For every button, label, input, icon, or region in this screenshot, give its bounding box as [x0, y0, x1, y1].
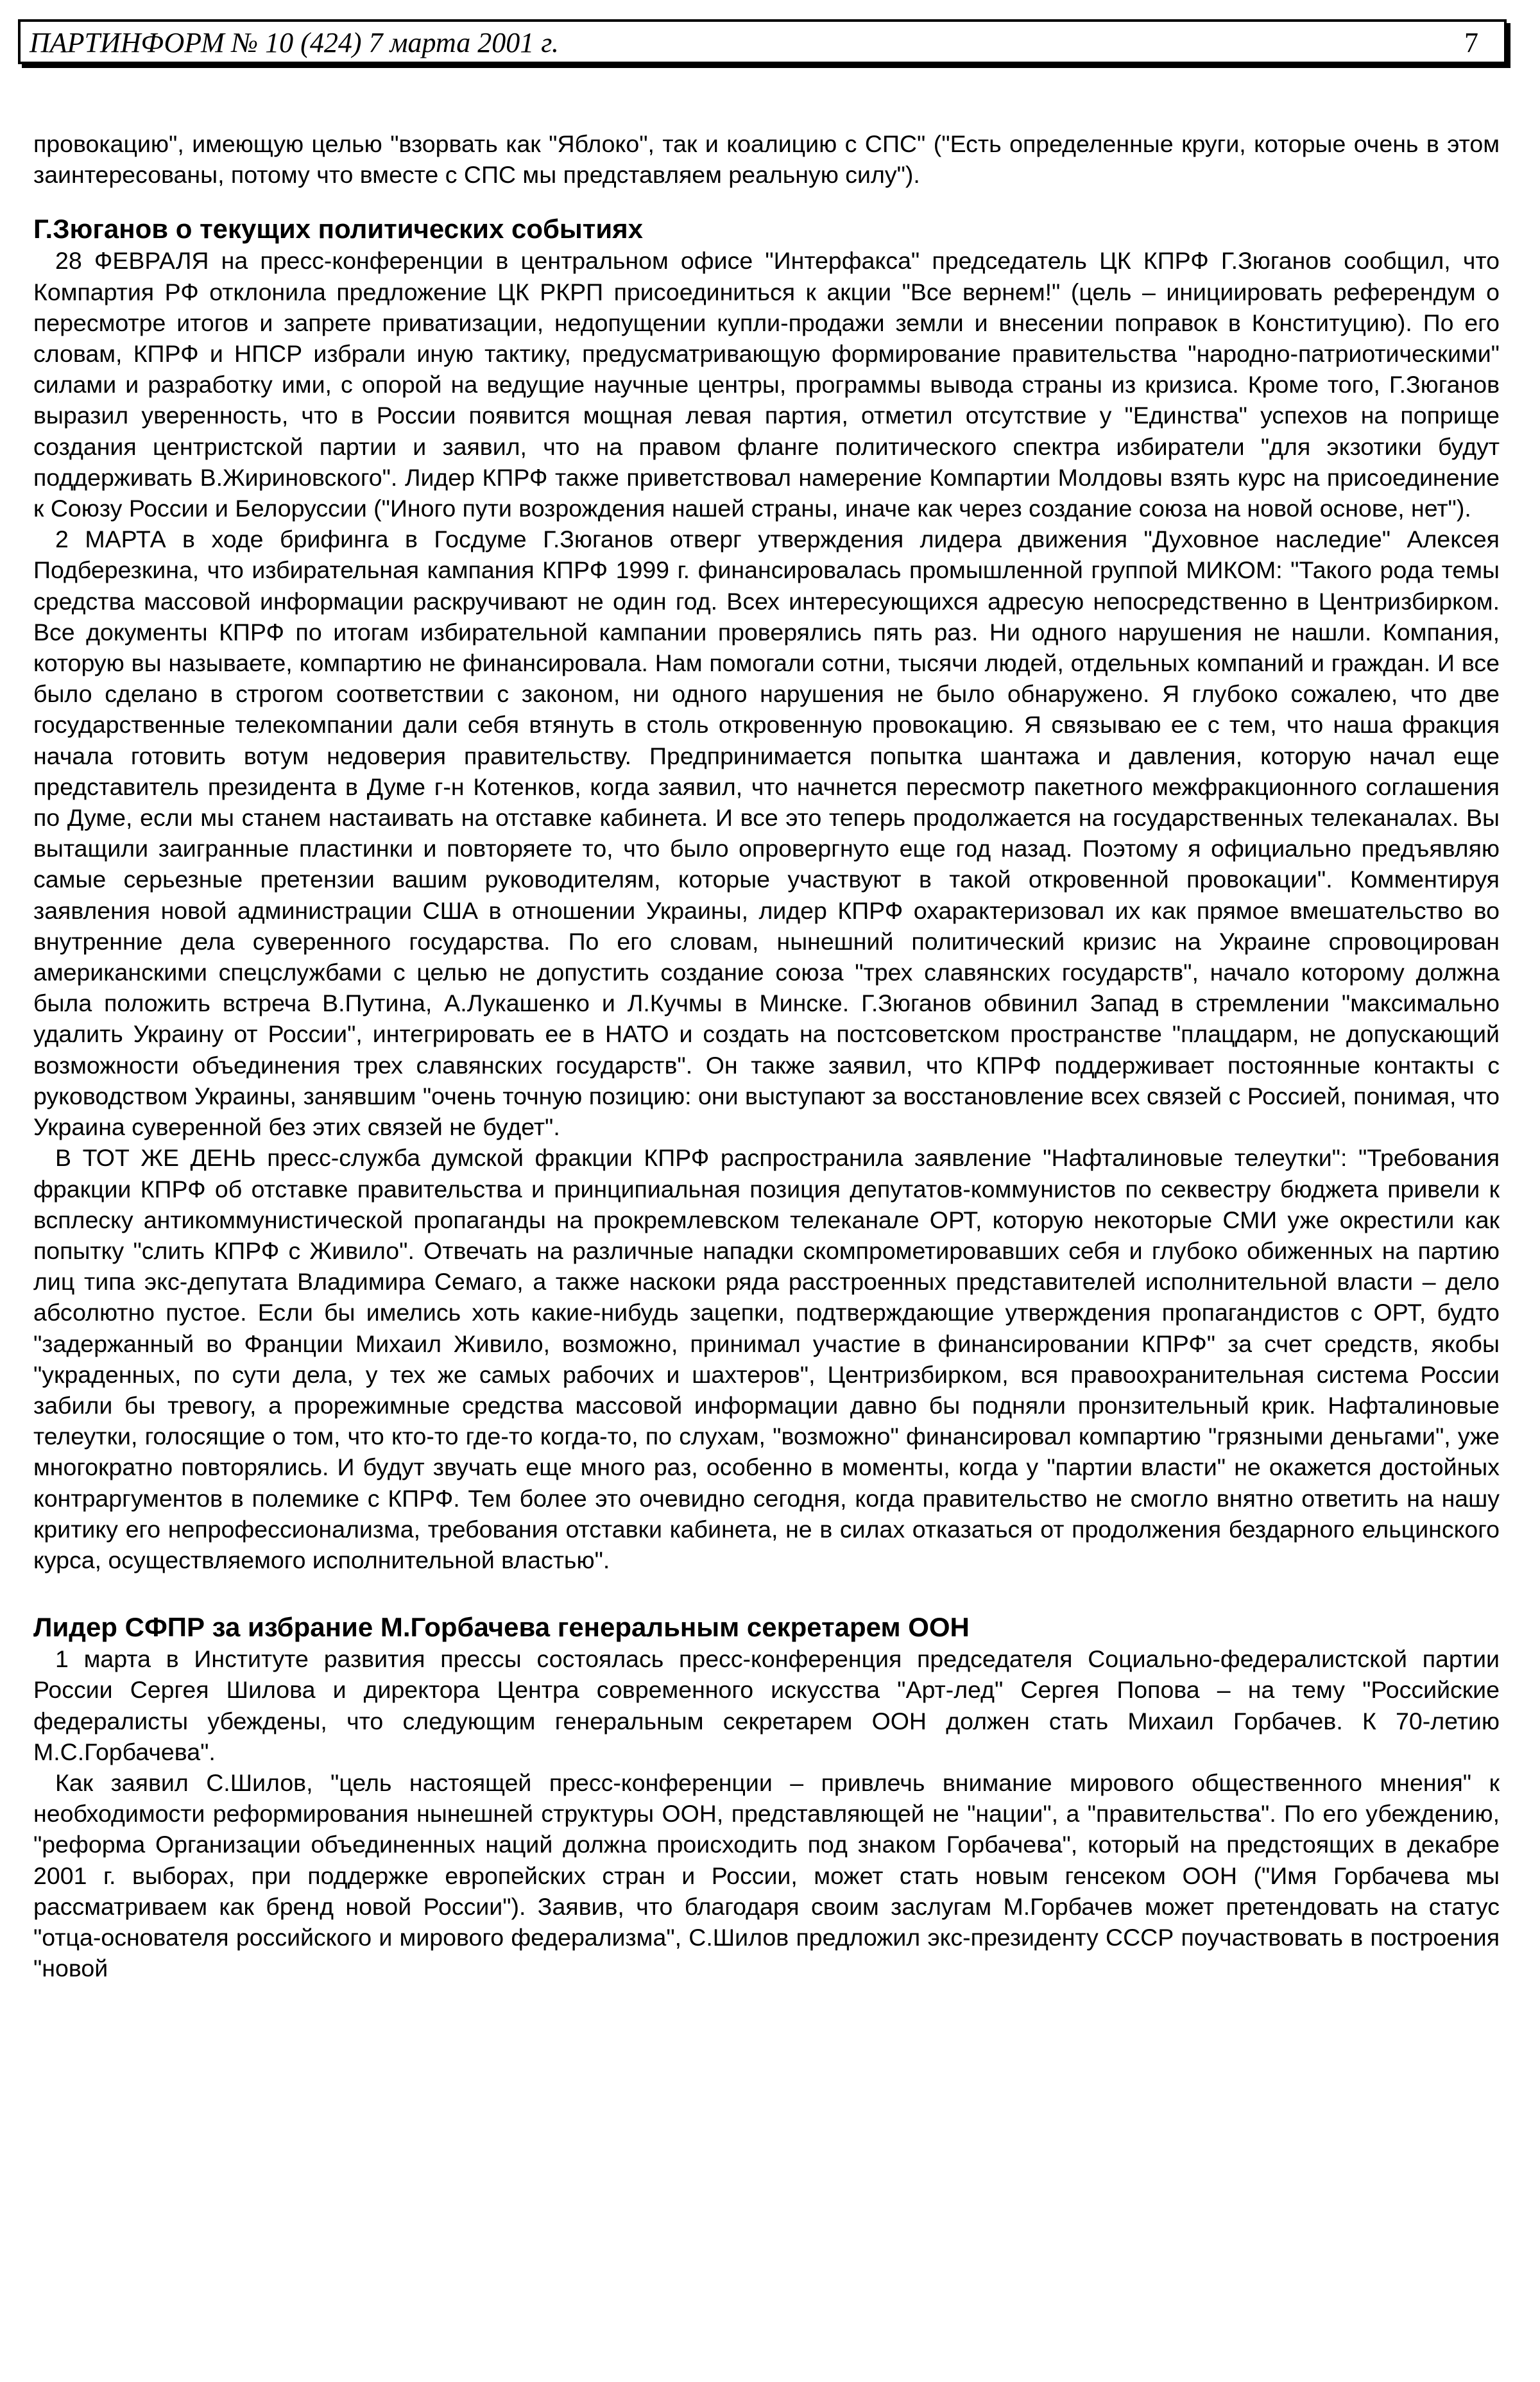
section-heading-zyuganov: Г.Зюганов о текущих политических событиях — [33, 214, 644, 244]
paragraph: 2 МАРТА в ходе брифинга в Госдуме Г.Зюганов отверг утверждения лидера движения "Духовное наследие" Алексея Подберезкина, что избирательная кампания КПРФ 1999 г. финансировалась промышленной группой МИКОМ: "Такого рода темы средства массовой информации раскручивают не один год. Всех интересующихся адресую непосредственно в Центризбирком. Все документы КПРФ по итогам избирательной кампании проверялись пять раз. Ни одного нарушения не нашли. Компания, которую вы называете, компартию не финансировала. Нам помогали сотни, тысячи людей, отдельных компаний и граждан. И все было сделано в строгом соответствии с законом, ни одного нарушения не было обнаружено. Я глубоко сожалею, что две государственные телекомпании дали себя втянуть в столь откровенную провокацию. Я связываю ее с тем, что наша фракция начала готовить вотум недоверия правительству. Предпринимается попытка шантажа и давления, которую начал еще представитель президента в Думе г-н Котенков, когда заявил, что начнется пересмотр пакетного межфракционного соглашения по Думе, если мы станем настаивать на отставке кабинета. И все это теперь продолжается на государственных телеканалах. Вы вытащили заигранные пластинки и повторяете то, что было опровергнуто еще год назад. Поэтому я официально предъявляю самые серьезные претензии вашим руководителям, которые участвуют в такой откровенной провокации". Комментируя заявления новой администрации США в отношении Украины, лидер КПРФ охарактеризовал их как прямое вмешательство во внутренние дела суверенного государства. По его словам, нынешний политический кризис на Украине спровоцирован американскими спецслужбами с целью не допустить создание союза "трех славянских государств", начало которому должна была положить встреча В.Путина, А.Лукашенко и Л.Кучмы в Минске. Г.Зюганов обвинил Запад в стремлении "максимально удалить Украину от России", интегрировать ее в НАТО и создать на постсоветском пространстве "плацдарм, не допускающий возможности объединения трех славянских государств". Он также заявил, что КПРФ поддерживает постоянные контакты с руководством Украины, занявшим "очень точную позицию: они выступают за восстановление всех связей с Россией, понимая, что Украина суверенной без этих связей не будет". — [33, 526, 1500, 1141]
paragraph: 28 ФЕВРАЛЯ на пресс-конференции в центральном офисе "Интерфакса" председатель ЦК КПРФ Г.Зюганов сообщил, что Компартия РФ отклонила предложение ЦК РКРП присоединиться к акции "Все вернем!" (цель – инициировать референдум о пересмотре итогов и запрете приватизации, недопущении купли-продажи земли и внесении поправок в Конституцию). По его словам, КПРФ и НПСР избрали иную тактику, предусматривающую формирование правительства "народно-патриотическими" силами и разработку ими, с опорой на ведущие научные центры, программы вывода страны из кризиса. Кроме того, Г.Зюганов выразил уверенность, что в России появится мощная левая партия, отметил отсутствие у "Единства" успехов на поприще создания центристской партии и заявил, что на правом фланге политического спектра избиратели "для экзотики будут поддерживать В.Жириновского". Лидер КПРФ также приветствовал намерение Компартии Молдовы взять курс на присоединение к Союзу России и Белоруссии ("Иного пути возрождения нашей страны, иначе как через создание союза на новой основе, нет"). — [33, 247, 1500, 522]
publication-title: ПАРТИНФОРМ № 10 (424) 7 марта 2001 г. — [30, 27, 559, 58]
page-header — [18, 19, 1507, 64]
paragraph: 1 марта в Институте развития прессы состоялась пресс-конференция председателя Социально-федералистской партии России Сергея Шилова и директора Центра современного искусства "Арт-лед" Сергея Попова – на тему "Российские федералисты убеждены, что следующим генеральным секретарем ООН должен стать Михаил Горбачев. К 70-летию М.С.Горбачева". — [33, 1645, 1500, 1765]
section-heading-sfpr: Лидер СФПР за избрание М.Горбачева генеральным секретарем ООН — [33, 1612, 970, 1643]
paragraph: В ТОТ ЖЕ ДЕНЬ пресс-служба думской фракции КПРФ распространила заявление "Нафталиновые телеутки": "Требования фракции КПРФ об отставке правительства и принципиальная позиция депутатов-коммунистов по секвестру бюджета привели к всплеску антикоммунистической пропаганды на прокремлевском телеканале ОРТ, которую некоторые СМИ уже окрестили как попытку "слить КПРФ с Живило". Отвечать на различные нападки скомпрометировавших себя и глубоко обиженных на партию лиц типа экс-депутата Владимира Семаго, а также наскоки ряда расстроенных представителей исполнительной власти – дело абсолютно пустое. Если бы имелись хоть какие-нибудь зацепки, подтверждающие утверждения пропагандистов с ОРТ, будто "задержанный во Франции Михаил Живило, возможно, принимал участие в финансировании КПРФ" за счет средств, якобы "украденных, по сути дела, у тех же самых рабочих и шахтеров", Центризбирком, вся правоохранительная система России забили бы тревогу, а прорежимные средства массовой информации давно бы подняли пронзительный крик. Нафталиновые телеутки, голосящие о том, что кто-то где-то когда-то, по слухам, "возможно" финансировал компартию "грязными деньгами", уже многократно повторялись. И будут звучать еще много раз, особенно в моменты, когда у "партии власти" не окажется достойных контраргументов в полемике с КПРФ. Тем более это очевидно сегодня, когда правительство не смогло внятно ответить на нашу критику его непрофессионализма, требования отставки кабинета, не в силах отказаться от продолжения бездарного ельцинского курса, осуществляемого исполнительной властью". — [33, 1144, 1500, 1573]
article-body — [33, 128, 1500, 1984]
intro-paragraph: провокацию", имеющую целью "взорвать как "Яблоко", так и коалицию с СПС" ("Есть определенные круги, которые очень в этом заинтересованы, потому что вместе с СПС мы представляем реальную силу"). — [33, 130, 1500, 189]
page-number: 7 — [1464, 27, 1478, 58]
paragraph: Как заявил С.Шилов, "цель настоящей пресс-конференции – привлечь внимание мирового общественного мнения" к необходимости реформирования нынешней структуры ООН, представляющей не "нации", а "правительства". По его убеждению, "реформа Организации объединенных наций должна происходить под знаком Горбачева", который на предстоящих в декабре 2001 г. выборах, при поддержке европейских стран и России, может стать новым генсеком ООН ("Имя Горбачева мы рассматриваем как бренд новой России"). Заявив, что благодаря своим заслугам М.Горбачев может претендовать на статус "отца-основателя российского и мирового федерализма", С.Шилов предложил экс-президенту СССР поучаствовать в построения "новой — [33, 1769, 1500, 1982]
